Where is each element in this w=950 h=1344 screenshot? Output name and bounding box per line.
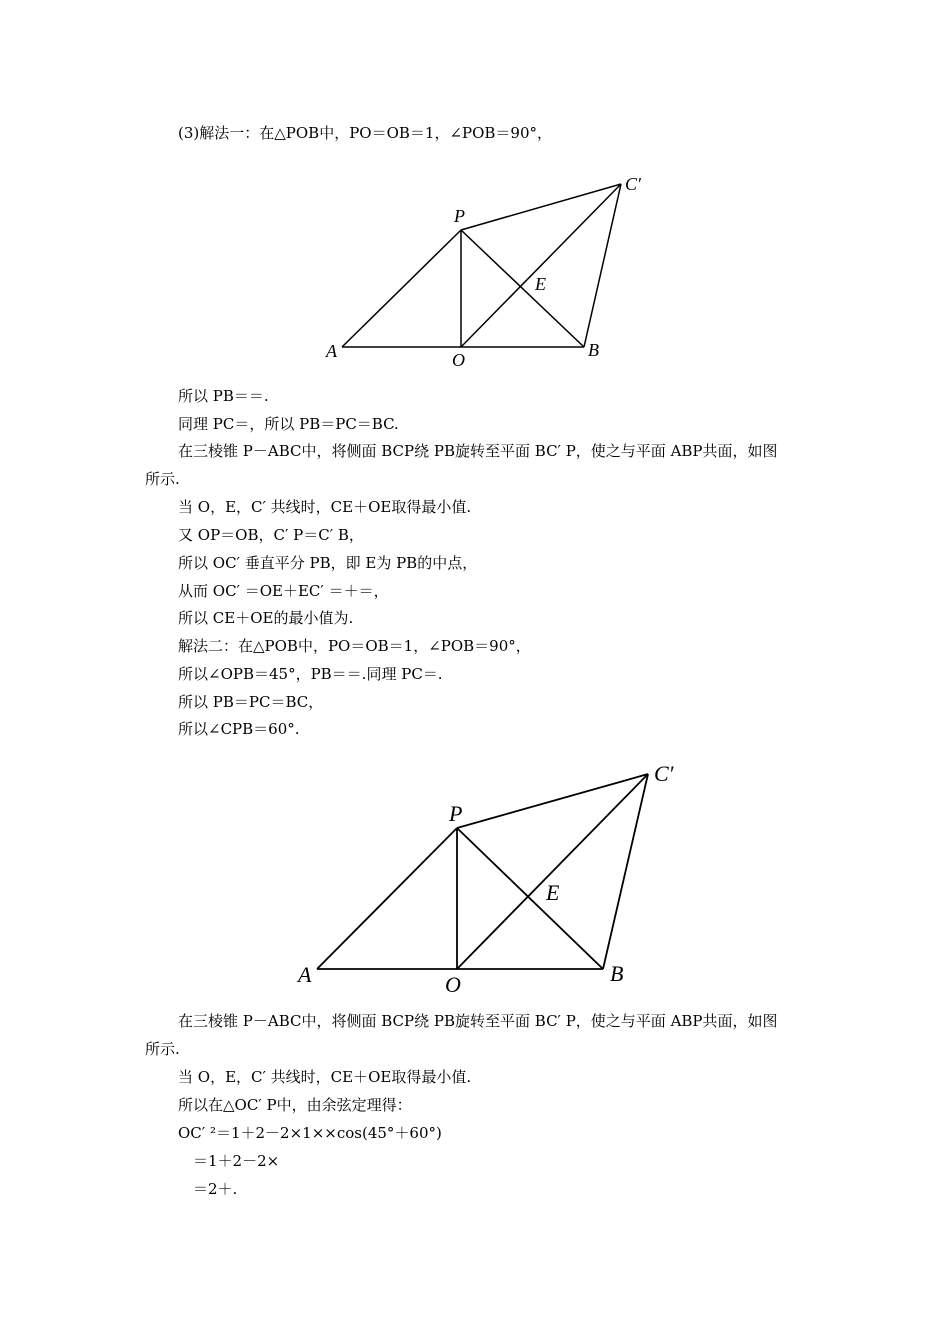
label-P: P <box>449 801 463 826</box>
label-C-prime: C′ <box>654 761 674 786</box>
segment-AP <box>317 828 457 969</box>
text-line: 当 O，E，C′ 共线时，CE＋OE取得最小值. <box>178 1068 472 1086</box>
label-C-prime: C′ <box>625 174 641 194</box>
text-line: 所以 CE＋OE的最小值为. <box>178 609 354 627</box>
text-line: 在三棱锥 P－ABC中，将侧面 BCP绕 PB旋转至平面 BC′ P，使之与平面 ABP共面，如图 <box>178 442 778 460</box>
text-line: 所以 PB＝＝. <box>178 387 269 405</box>
solution-heading: (3)解法一：在△POB中，PO＝OB＝1，∠POB＝90°， <box>178 124 553 142</box>
label-A: A <box>298 962 312 987</box>
figure-2-diagram <box>290 755 710 1000</box>
segment-AP <box>342 230 461 347</box>
segment-PB <box>461 230 584 347</box>
text-line: 所以 OC′ 垂直平分 PB，即 E为 PB的中点， <box>178 554 478 572</box>
text-line: 所示. <box>145 470 180 488</box>
label-O: O <box>445 972 461 997</box>
label-B: B <box>588 340 599 360</box>
segment-BC <box>603 774 648 969</box>
text-line: 所以∠CPB＝60°. <box>178 720 300 738</box>
segment-OC <box>461 184 621 347</box>
text-line: ＝1＋2－2× <box>193 1152 280 1170</box>
text-line: ＝2＋. <box>193 1180 238 1198</box>
label-A: A <box>326 341 337 361</box>
text-line: 所示. <box>145 1040 180 1058</box>
label-E: E <box>546 880 560 905</box>
text-line: 所以∠OPB＝45°，PB＝＝.同理 PC＝. <box>178 665 443 683</box>
segment-PC <box>457 774 648 828</box>
figure-2 <box>290 755 710 1000</box>
text-line: 解法二：在△POB中，PO＝OB＝1，∠POB＝90°， <box>178 637 531 655</box>
text-line: 当 O，E，C′ 共线时，CE＋OE取得最小值. <box>178 498 472 516</box>
figure-1-diagram <box>300 168 680 378</box>
label-O: O <box>452 350 465 370</box>
text-line: 又 OP＝OB，C′ P＝C′ B， <box>178 526 364 544</box>
text-line: 从而 OC′ ＝OE＋EC′ ＝＋＝， <box>178 582 389 600</box>
text-line: 在三棱锥 P－ABC中，将侧面 BCP绕 PB旋转至平面 BC′ P，使之与平面 ABP共面，如图 <box>178 1012 778 1030</box>
segment-OC <box>457 774 648 969</box>
label-B: B <box>610 961 624 986</box>
text-line: 所以在△OC′ P中，由余弦定理得： <box>178 1096 412 1114</box>
figure-1 <box>300 168 680 378</box>
text-line: 同理 PC＝，所以 PB＝PC＝BC. <box>178 415 399 433</box>
segment-PC <box>461 184 621 230</box>
text-line: 所以 PB＝PC＝BC， <box>178 693 324 711</box>
label-E: E <box>535 274 546 294</box>
text-line: OC′ ²＝1＋2－2×1××cos(45°＋60°) <box>178 1124 442 1142</box>
label-P: P <box>454 206 465 226</box>
segment-BC <box>584 184 621 347</box>
